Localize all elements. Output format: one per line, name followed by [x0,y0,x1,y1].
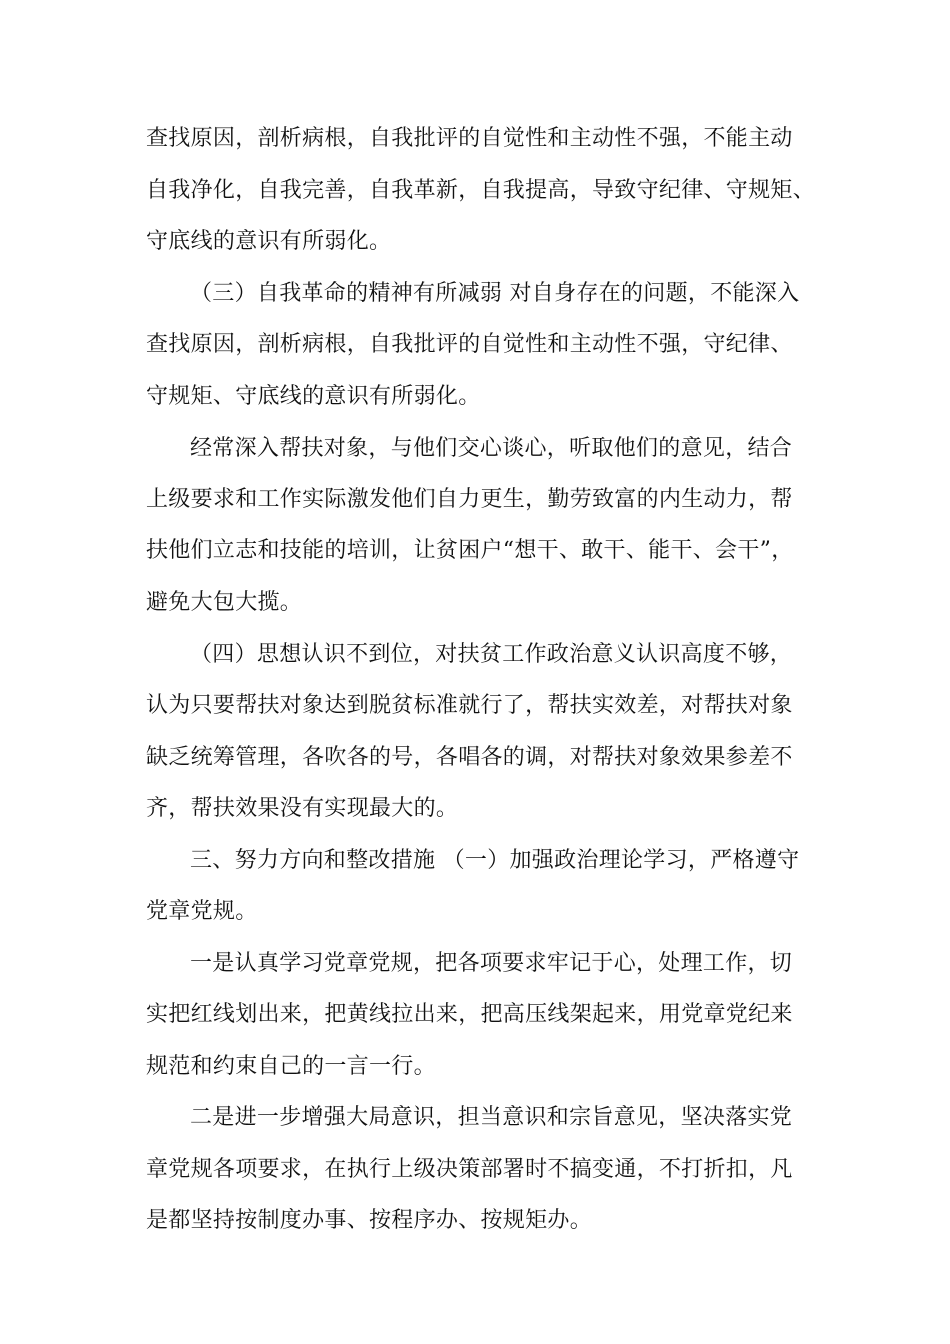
text-line: 扶他们立志和技能的培训，让贫困户“想干、敢干、能干、会干”， [146,538,794,563]
text-line: 认为只要帮扶对象达到脱贫标准就行了，帮扶实效差，对帮扶对象 [146,693,793,718]
text-line: 自我净化，自我完善，自我革新，自我提高，导致守纪律、守规矩、 [146,178,816,203]
text-line: 查找原因，剖析病根，自我批评的自觉性和主动性不强，守纪律、 [146,332,793,357]
text-line: 守规矩、守底线的意识有所弱化。 [146,384,481,409]
text-line: 避免大包大揽。 [146,590,303,615]
text-line: 齐，帮扶效果没有实现最大的。 [146,796,459,821]
text-line: 守底线的意识有所弱化。 [146,229,392,254]
text-line: （四）思想认识不到位，对扶贫工作政治意义认识高度不够， [190,642,793,667]
text-line: 一是认真学习党章党规，把各项要求牢记于心，处理工作，切 [190,951,793,976]
text-line: 实把红线划出来，把黄线拉出来，把高压线架起来，用党章党纪来 [146,1002,793,1027]
text-line: 章党规各项要求，在执行上级决策部署时不搞变通，不打折扣，凡 [146,1157,793,1182]
text-line: 上级要求和工作实际激发他们自力更生，勤劳致富的内生动力，帮 [146,487,793,512]
text-line: （三）自我革命的精神有所减弱 对自身存在的问题，不能深入 [190,281,800,306]
text-line: 是都坚持按制度办事、按程序办、按规矩办。 [146,1208,593,1233]
text-line: 三、努力方向和整改措施 （一）加强政治理论学习，严格遵守 [190,848,800,873]
text-line: 查找原因，剖析病根，自我批评的自觉性和主动性不强，不能主动 [146,126,793,151]
text-line: 经常深入帮扶对象，与他们交心谈心，听取他们的意见，结合 [190,436,793,461]
text-line: 党章党规。 [146,899,258,924]
text-line: 缺乏统筹管理，各吹各的号，各唱各的调，对帮扶对象效果参差不 [146,745,793,770]
text-line: 规范和约束自己的一言一行。 [146,1054,436,1079]
text-line: 二是进一步增强大局意识，担当意识和宗旨意见，坚决落实党 [190,1105,793,1130]
